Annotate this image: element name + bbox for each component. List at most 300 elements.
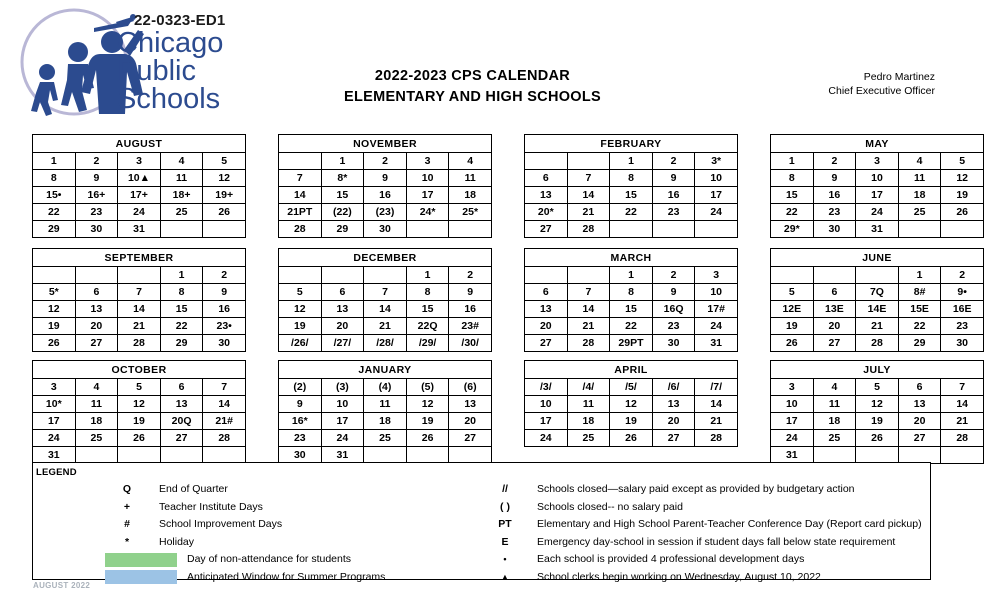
day-cell[interactable]: 13 bbox=[75, 301, 118, 318]
day-cell[interactable]: (3) bbox=[321, 379, 364, 396]
week-row bbox=[771, 153, 984, 170]
day-cell[interactable]: 15 bbox=[321, 187, 364, 204]
day-cell[interactable]: 31 bbox=[118, 221, 161, 238]
day-cell[interactable]: (6) bbox=[449, 379, 492, 396]
day-cell[interactable]: (4) bbox=[364, 379, 407, 396]
day-cell[interactable]: 24 bbox=[856, 204, 899, 221]
day-cell[interactable]: 11 bbox=[75, 396, 118, 413]
day-cell[interactable]: 9 bbox=[652, 284, 695, 301]
day-cell[interactable]: 30 bbox=[364, 221, 407, 238]
legend-symbol: E bbox=[501, 535, 509, 548]
day-cell[interactable]: 12 bbox=[118, 396, 161, 413]
day-cell[interactable]: 6 bbox=[160, 379, 203, 396]
day-cell[interactable]: 22 bbox=[898, 318, 941, 335]
day-cell[interactable]: 15 bbox=[406, 301, 449, 318]
day-cell[interactable]: 10 bbox=[771, 396, 814, 413]
day-cell[interactable]: 14 bbox=[941, 396, 984, 413]
day-cell[interactable]: 21 bbox=[567, 204, 610, 221]
day-cell[interactable]: 19 bbox=[406, 413, 449, 430]
day-cell[interactable]: 17 bbox=[856, 187, 899, 204]
day-cell[interactable]: 27 bbox=[898, 430, 941, 447]
day-cell[interactable]: 27 bbox=[813, 335, 856, 352]
day-cell[interactable]: 2 bbox=[652, 267, 695, 284]
day-cell[interactable]: 29* bbox=[771, 221, 814, 238]
day-cell[interactable]: 23 bbox=[75, 204, 118, 221]
day-cell[interactable]: 29 bbox=[898, 335, 941, 352]
day-cell[interactable]: 19 bbox=[610, 413, 653, 430]
day-cell[interactable]: 20 bbox=[449, 413, 492, 430]
empty-cell bbox=[449, 221, 492, 238]
day-cell[interactable]: 11 bbox=[898, 170, 941, 187]
day-cell[interactable]: 28 bbox=[567, 221, 610, 238]
day-cell[interactable]: 13 bbox=[525, 187, 568, 204]
empty-cell bbox=[856, 447, 899, 464]
day-cell[interactable]: 4 bbox=[160, 153, 203, 170]
day-cell[interactable]: 28 bbox=[695, 430, 738, 447]
day-cell[interactable]: /26/ bbox=[279, 335, 322, 352]
day-cell[interactable]: 16E bbox=[941, 301, 984, 318]
day-cell[interactable]: 12 bbox=[941, 170, 984, 187]
footer-cut-text: AUGUST 2022 bbox=[33, 581, 91, 590]
day-cell[interactable]: 27 bbox=[525, 335, 568, 352]
day-cell[interactable]: 1 bbox=[898, 267, 941, 284]
legend-text: Schools closed-- no salary paid bbox=[537, 500, 683, 513]
day-cell[interactable]: /30/ bbox=[449, 335, 492, 352]
day-cell[interactable]: 26 bbox=[406, 430, 449, 447]
day-cell[interactable]: 2 bbox=[364, 153, 407, 170]
day-cell[interactable]: 6 bbox=[525, 284, 568, 301]
day-cell[interactable]: 20 bbox=[321, 318, 364, 335]
day-cell[interactable]: 16* bbox=[279, 413, 322, 430]
week-row bbox=[771, 335, 984, 352]
day-cell[interactable]: (5) bbox=[406, 379, 449, 396]
day-cell[interactable]: 11 bbox=[364, 396, 407, 413]
day-cell[interactable]: 24 bbox=[525, 430, 568, 447]
day-cell[interactable]: 20 bbox=[652, 413, 695, 430]
day-cell[interactable]: 6 bbox=[898, 379, 941, 396]
month-block-august bbox=[32, 134, 246, 238]
day-cell[interactable]: 10 bbox=[695, 170, 738, 187]
day-cell[interactable]: 7Q bbox=[856, 284, 899, 301]
day-cell[interactable]: 1 bbox=[610, 153, 653, 170]
day-cell[interactable]: 25 bbox=[160, 204, 203, 221]
day-cell[interactable]: 23 bbox=[652, 318, 695, 335]
day-cell[interactable]: 13 bbox=[449, 396, 492, 413]
day-cell[interactable]: 15 bbox=[160, 301, 203, 318]
day-cell[interactable]: 23 bbox=[652, 204, 695, 221]
day-cell[interactable]: 23 bbox=[941, 318, 984, 335]
day-cell[interactable]: 4 bbox=[898, 153, 941, 170]
day-cell[interactable]: 23 bbox=[813, 204, 856, 221]
day-cell[interactable]: 25 bbox=[75, 430, 118, 447]
day-cell[interactable]: 24 bbox=[695, 318, 738, 335]
day-cell[interactable]: 6 bbox=[321, 284, 364, 301]
day-cell[interactable]: 30 bbox=[652, 335, 695, 352]
day-cell[interactable]: 26 bbox=[203, 204, 246, 221]
day-cell[interactable]: 12 bbox=[279, 301, 322, 318]
day-cell[interactable]: 22 bbox=[771, 204, 814, 221]
day-cell[interactable]: 19+ bbox=[203, 187, 246, 204]
day-cell[interactable]: 15 bbox=[771, 187, 814, 204]
day-cell[interactable]: 1 bbox=[771, 153, 814, 170]
day-cell[interactable]: 1 bbox=[610, 267, 653, 284]
day-cell[interactable]: 6 bbox=[525, 170, 568, 187]
day-cell[interactable]: 12 bbox=[610, 396, 653, 413]
day-cell[interactable]: 30 bbox=[941, 335, 984, 352]
day-cell[interactable]: 19 bbox=[856, 413, 899, 430]
day-cell[interactable]: 26 bbox=[856, 430, 899, 447]
day-cell[interactable]: 10 bbox=[525, 396, 568, 413]
day-cell[interactable]: 10 bbox=[695, 284, 738, 301]
week-row bbox=[771, 301, 984, 318]
day-cell[interactable]: /6/ bbox=[652, 379, 695, 396]
day-cell[interactable]: 19 bbox=[279, 318, 322, 335]
day-cell[interactable]: 12 bbox=[856, 396, 899, 413]
day-cell[interactable]: 13 bbox=[898, 396, 941, 413]
day-cell[interactable]: 21 bbox=[567, 318, 610, 335]
empty-cell bbox=[406, 447, 449, 464]
day-cell[interactable]: 21PT bbox=[279, 204, 322, 221]
day-cell[interactable]: 7 bbox=[567, 170, 610, 187]
day-cell[interactable]: 8 bbox=[771, 170, 814, 187]
day-cell[interactable]: 5 bbox=[118, 379, 161, 396]
day-cell[interactable]: 30 bbox=[75, 221, 118, 238]
day-cell[interactable]: /28/ bbox=[364, 335, 407, 352]
day-cell[interactable]: 24 bbox=[695, 204, 738, 221]
day-cell[interactable]: 26 bbox=[118, 430, 161, 447]
day-cell[interactable]: 19 bbox=[33, 318, 76, 335]
day-cell[interactable]: 9 bbox=[449, 284, 492, 301]
day-cell[interactable]: 1 bbox=[406, 267, 449, 284]
day-cell[interactable]: /5/ bbox=[610, 379, 653, 396]
day-cell[interactable]: 4 bbox=[75, 379, 118, 396]
day-cell[interactable]: 24 bbox=[321, 430, 364, 447]
day-cell[interactable]: 16 bbox=[652, 187, 695, 204]
empty-cell bbox=[75, 267, 118, 284]
day-cell[interactable]: 18 bbox=[813, 413, 856, 430]
day-cell[interactable]: 10 bbox=[406, 170, 449, 187]
day-cell[interactable]: 10 bbox=[856, 170, 899, 187]
day-cell[interactable]: 13 bbox=[652, 396, 695, 413]
day-cell[interactable]: /29/ bbox=[406, 335, 449, 352]
day-cell[interactable]: /4/ bbox=[567, 379, 610, 396]
day-cell[interactable]: 20 bbox=[813, 318, 856, 335]
legend-symbol: Q bbox=[122, 483, 132, 495]
day-cell[interactable]: (23) bbox=[364, 204, 407, 221]
day-cell[interactable]: 13 bbox=[160, 396, 203, 413]
day-cell[interactable]: 5 bbox=[203, 153, 246, 170]
day-cell[interactable]: 2 bbox=[449, 267, 492, 284]
week-row bbox=[279, 187, 492, 204]
day-cell[interactable]: 3 bbox=[695, 267, 738, 284]
week-row bbox=[33, 318, 246, 335]
day-cell[interactable]: 7 bbox=[279, 170, 322, 187]
day-cell[interactable]: 19 bbox=[118, 413, 161, 430]
day-cell[interactable]: 18 bbox=[364, 413, 407, 430]
day-cell[interactable]: 29 bbox=[321, 221, 364, 238]
day-cell[interactable]: 11 bbox=[813, 396, 856, 413]
day-cell[interactable]: 17+ bbox=[118, 187, 161, 204]
week-row bbox=[525, 204, 738, 221]
day-cell[interactable]: 24 bbox=[771, 430, 814, 447]
month-name: APRIL bbox=[525, 361, 738, 379]
day-cell[interactable]: /7/ bbox=[695, 379, 738, 396]
day-cell[interactable]: 8 bbox=[610, 284, 653, 301]
day-cell[interactable]: 4 bbox=[449, 153, 492, 170]
day-cell[interactable]: 2 bbox=[203, 267, 246, 284]
day-cell[interactable]: (2) bbox=[279, 379, 322, 396]
day-cell[interactable]: 5 bbox=[279, 284, 322, 301]
day-cell[interactable]: 24 bbox=[33, 430, 76, 447]
day-cell[interactable]: 14 bbox=[203, 396, 246, 413]
day-cell[interactable]: 21 bbox=[856, 318, 899, 335]
day-cell[interactable]: 30 bbox=[813, 221, 856, 238]
day-cell[interactable]: 26 bbox=[771, 335, 814, 352]
day-cell[interactable]: 21# bbox=[203, 413, 246, 430]
day-cell[interactable]: 14 bbox=[567, 187, 610, 204]
day-cell[interactable]: 18 bbox=[567, 413, 610, 430]
day-cell[interactable]: 14 bbox=[567, 301, 610, 318]
day-cell[interactable]: 3* bbox=[695, 153, 738, 170]
week-row bbox=[279, 267, 492, 284]
week-row bbox=[33, 153, 246, 170]
day-cell[interactable]: 7 bbox=[941, 379, 984, 396]
day-cell[interactable]: 6 bbox=[75, 284, 118, 301]
day-cell[interactable]: 20Q bbox=[160, 413, 203, 430]
day-cell[interactable]: 13E bbox=[813, 301, 856, 318]
week-row bbox=[525, 153, 738, 170]
day-cell[interactable]: 5 bbox=[856, 379, 899, 396]
day-cell[interactable]: 31 bbox=[33, 447, 76, 464]
day-cell[interactable]: 16+ bbox=[75, 187, 118, 204]
day-cell[interactable]: 9• bbox=[941, 284, 984, 301]
day-cell[interactable]: 28 bbox=[567, 335, 610, 352]
day-cell[interactable]: 21 bbox=[941, 413, 984, 430]
week-row bbox=[771, 221, 984, 238]
day-cell[interactable]: 17 bbox=[33, 413, 76, 430]
day-cell[interactable]: 31 bbox=[321, 447, 364, 464]
day-cell[interactable]: 11 bbox=[449, 170, 492, 187]
day-cell[interactable]: 20 bbox=[898, 413, 941, 430]
day-cell[interactable]: 27 bbox=[160, 430, 203, 447]
day-cell[interactable]: 17# bbox=[695, 301, 738, 318]
day-cell[interactable]: 17 bbox=[525, 413, 568, 430]
day-cell[interactable]: 12 bbox=[203, 170, 246, 187]
day-cell[interactable]: 29PT bbox=[610, 335, 653, 352]
day-cell[interactable]: 2 bbox=[813, 153, 856, 170]
day-cell[interactable]: 16 bbox=[813, 187, 856, 204]
day-cell[interactable]: 26 bbox=[941, 204, 984, 221]
day-cell[interactable]: 14E bbox=[856, 301, 899, 318]
day-cell[interactable]: 18 bbox=[898, 187, 941, 204]
day-cell[interactable]: 12E bbox=[771, 301, 814, 318]
day-cell[interactable]: 22Q bbox=[406, 318, 449, 335]
day-cell[interactable]: 23• bbox=[203, 318, 246, 335]
day-cell[interactable]: 9 bbox=[364, 170, 407, 187]
day-cell[interactable]: 3 bbox=[771, 379, 814, 396]
day-cell[interactable]: 3 bbox=[118, 153, 161, 170]
day-cell[interactable]: 9 bbox=[652, 170, 695, 187]
day-cell[interactable]: 7 bbox=[364, 284, 407, 301]
day-cell[interactable]: 8# bbox=[898, 284, 941, 301]
day-cell[interactable]: /27/ bbox=[321, 335, 364, 352]
day-cell[interactable]: 20 bbox=[525, 318, 568, 335]
day-cell[interactable]: 1 bbox=[321, 153, 364, 170]
day-cell[interactable]: 3 bbox=[856, 153, 899, 170]
day-cell[interactable]: 3 bbox=[406, 153, 449, 170]
day-cell[interactable]: 26 bbox=[33, 335, 76, 352]
day-cell[interactable]: 25* bbox=[449, 204, 492, 221]
day-cell[interactable]: 6 bbox=[813, 284, 856, 301]
day-cell[interactable]: 28 bbox=[118, 335, 161, 352]
day-cell[interactable]: 16 bbox=[449, 301, 492, 318]
week-row bbox=[771, 267, 984, 284]
day-cell[interactable]: 31 bbox=[695, 335, 738, 352]
day-cell[interactable]: 2 bbox=[941, 267, 984, 284]
day-cell[interactable]: 15 bbox=[610, 187, 653, 204]
day-cell[interactable]: 27 bbox=[525, 221, 568, 238]
empty-cell bbox=[525, 153, 568, 170]
day-cell[interactable]: 16 bbox=[203, 301, 246, 318]
day-cell[interactable]: 26 bbox=[610, 430, 653, 447]
day-cell[interactable]: 10* bbox=[33, 396, 76, 413]
empty-cell bbox=[941, 447, 984, 464]
day-cell[interactable]: 13 bbox=[525, 301, 568, 318]
day-cell[interactable]: 20* bbox=[525, 204, 568, 221]
day-cell[interactable]: 2 bbox=[75, 153, 118, 170]
day-cell[interactable]: 25 bbox=[364, 430, 407, 447]
empty-cell bbox=[203, 447, 246, 464]
day-cell[interactable]: (22) bbox=[321, 204, 364, 221]
day-cell[interactable]: 29 bbox=[33, 221, 76, 238]
day-cell[interactable]: /3/ bbox=[525, 379, 568, 396]
day-cell[interactable]: 17 bbox=[321, 413, 364, 430]
day-cell[interactable]: 31 bbox=[856, 221, 899, 238]
week-row bbox=[279, 284, 492, 301]
day-cell[interactable]: 1 bbox=[33, 153, 76, 170]
day-cell[interactable]: 8 bbox=[33, 170, 76, 187]
day-cell[interactable]: 5 bbox=[771, 284, 814, 301]
day-cell[interactable]: 31 bbox=[771, 447, 814, 464]
day-cell[interactable]: 18+ bbox=[160, 187, 203, 204]
day-cell[interactable]: 21 bbox=[695, 413, 738, 430]
month-name: JUNE bbox=[771, 249, 984, 267]
day-cell[interactable]: 1 bbox=[160, 267, 203, 284]
day-cell[interactable]: 14 bbox=[695, 396, 738, 413]
week-row bbox=[279, 335, 492, 352]
day-cell[interactable]: 28 bbox=[856, 335, 899, 352]
day-cell[interactable]: 19 bbox=[941, 187, 984, 204]
day-cell[interactable]: 13 bbox=[321, 301, 364, 318]
day-cell[interactable]: 28 bbox=[203, 430, 246, 447]
day-cell[interactable]: 4 bbox=[813, 379, 856, 396]
empty-cell bbox=[449, 447, 492, 464]
day-cell[interactable]: 14 bbox=[118, 301, 161, 318]
day-cell[interactable]: 21 bbox=[364, 318, 407, 335]
day-cell[interactable]: 2 bbox=[652, 153, 695, 170]
day-cell[interactable]: 9 bbox=[279, 396, 322, 413]
legend-symbol: * bbox=[124, 535, 130, 548]
day-cell[interactable]: 15• bbox=[33, 187, 76, 204]
day-cell[interactable]: 27 bbox=[449, 430, 492, 447]
day-cell[interactable]: 5 bbox=[941, 153, 984, 170]
document-code: 22-0323-ED1 bbox=[134, 12, 226, 29]
day-cell[interactable]: 24 bbox=[118, 204, 161, 221]
day-cell[interactable]: 23# bbox=[449, 318, 492, 335]
day-cell[interactable]: 25 bbox=[567, 430, 610, 447]
day-cell[interactable]: 11 bbox=[567, 396, 610, 413]
day-cell[interactable]: 25 bbox=[813, 430, 856, 447]
week-row bbox=[279, 301, 492, 318]
day-cell[interactable]: 23 bbox=[279, 430, 322, 447]
day-cell[interactable]: 9 bbox=[203, 284, 246, 301]
week-row bbox=[279, 430, 492, 447]
day-cell[interactable]: 8 bbox=[406, 284, 449, 301]
day-cell[interactable]: 28 bbox=[279, 221, 322, 238]
day-cell[interactable]: 9 bbox=[75, 170, 118, 187]
day-cell[interactable]: 9 bbox=[813, 170, 856, 187]
day-cell[interactable]: 10 bbox=[321, 396, 364, 413]
day-cell[interactable]: 14 bbox=[364, 301, 407, 318]
day-cell[interactable]: 7 bbox=[567, 284, 610, 301]
day-cell[interactable]: 17 bbox=[695, 187, 738, 204]
legend-symbol: • bbox=[503, 554, 507, 564]
legend-text: Schools closed—salary paid except as provided by budgetary action bbox=[537, 483, 855, 495]
day-cell[interactable]: 7 bbox=[203, 379, 246, 396]
day-cell[interactable]: 18 bbox=[75, 413, 118, 430]
empty-cell bbox=[33, 267, 76, 284]
day-cell[interactable]: 8 bbox=[610, 170, 653, 187]
day-cell[interactable]: 30 bbox=[279, 447, 322, 464]
day-cell[interactable]: 25 bbox=[898, 204, 941, 221]
day-cell[interactable]: 8* bbox=[321, 170, 364, 187]
week-row bbox=[33, 221, 246, 238]
day-cell[interactable]: 17 bbox=[771, 413, 814, 430]
day-cell[interactable]: 5* bbox=[33, 284, 76, 301]
day-cell[interactable]: 17 bbox=[406, 187, 449, 204]
day-cell[interactable]: 22 bbox=[610, 318, 653, 335]
day-cell[interactable]: 7 bbox=[118, 284, 161, 301]
day-cell[interactable]: 18 bbox=[449, 187, 492, 204]
day-cell[interactable]: 30 bbox=[203, 335, 246, 352]
day-cell[interactable]: 21 bbox=[118, 318, 161, 335]
day-cell[interactable]: 22 bbox=[610, 204, 653, 221]
day-cell[interactable]: 20 bbox=[75, 318, 118, 335]
day-cell[interactable]: 15E bbox=[898, 301, 941, 318]
day-cell[interactable]: 16Q bbox=[652, 301, 695, 318]
day-cell[interactable]: 3 bbox=[33, 379, 76, 396]
day-cell[interactable]: 11 bbox=[160, 170, 203, 187]
day-cell[interactable]: 14 bbox=[279, 187, 322, 204]
day-cell[interactable]: 12 bbox=[33, 301, 76, 318]
legend-row bbox=[483, 551, 928, 569]
day-cell[interactable]: 15 bbox=[610, 301, 653, 318]
day-cell[interactable]: 12 bbox=[406, 396, 449, 413]
day-cell[interactable]: 28 bbox=[941, 430, 984, 447]
empty-cell bbox=[118, 267, 161, 284]
day-cell[interactable]: 19 bbox=[771, 318, 814, 335]
month-table bbox=[524, 248, 738, 352]
day-cell[interactable]: 24* bbox=[406, 204, 449, 221]
day-cell[interactable]: 22 bbox=[160, 318, 203, 335]
day-cell[interactable]: 27 bbox=[75, 335, 118, 352]
day-cell[interactable]: 10▲ bbox=[118, 170, 161, 187]
day-cell[interactable]: 22 bbox=[33, 204, 76, 221]
day-cell[interactable]: 29 bbox=[160, 335, 203, 352]
day-cell[interactable]: 16 bbox=[364, 187, 407, 204]
day-cell[interactable]: 8 bbox=[160, 284, 203, 301]
day-cell[interactable]: 27 bbox=[652, 430, 695, 447]
